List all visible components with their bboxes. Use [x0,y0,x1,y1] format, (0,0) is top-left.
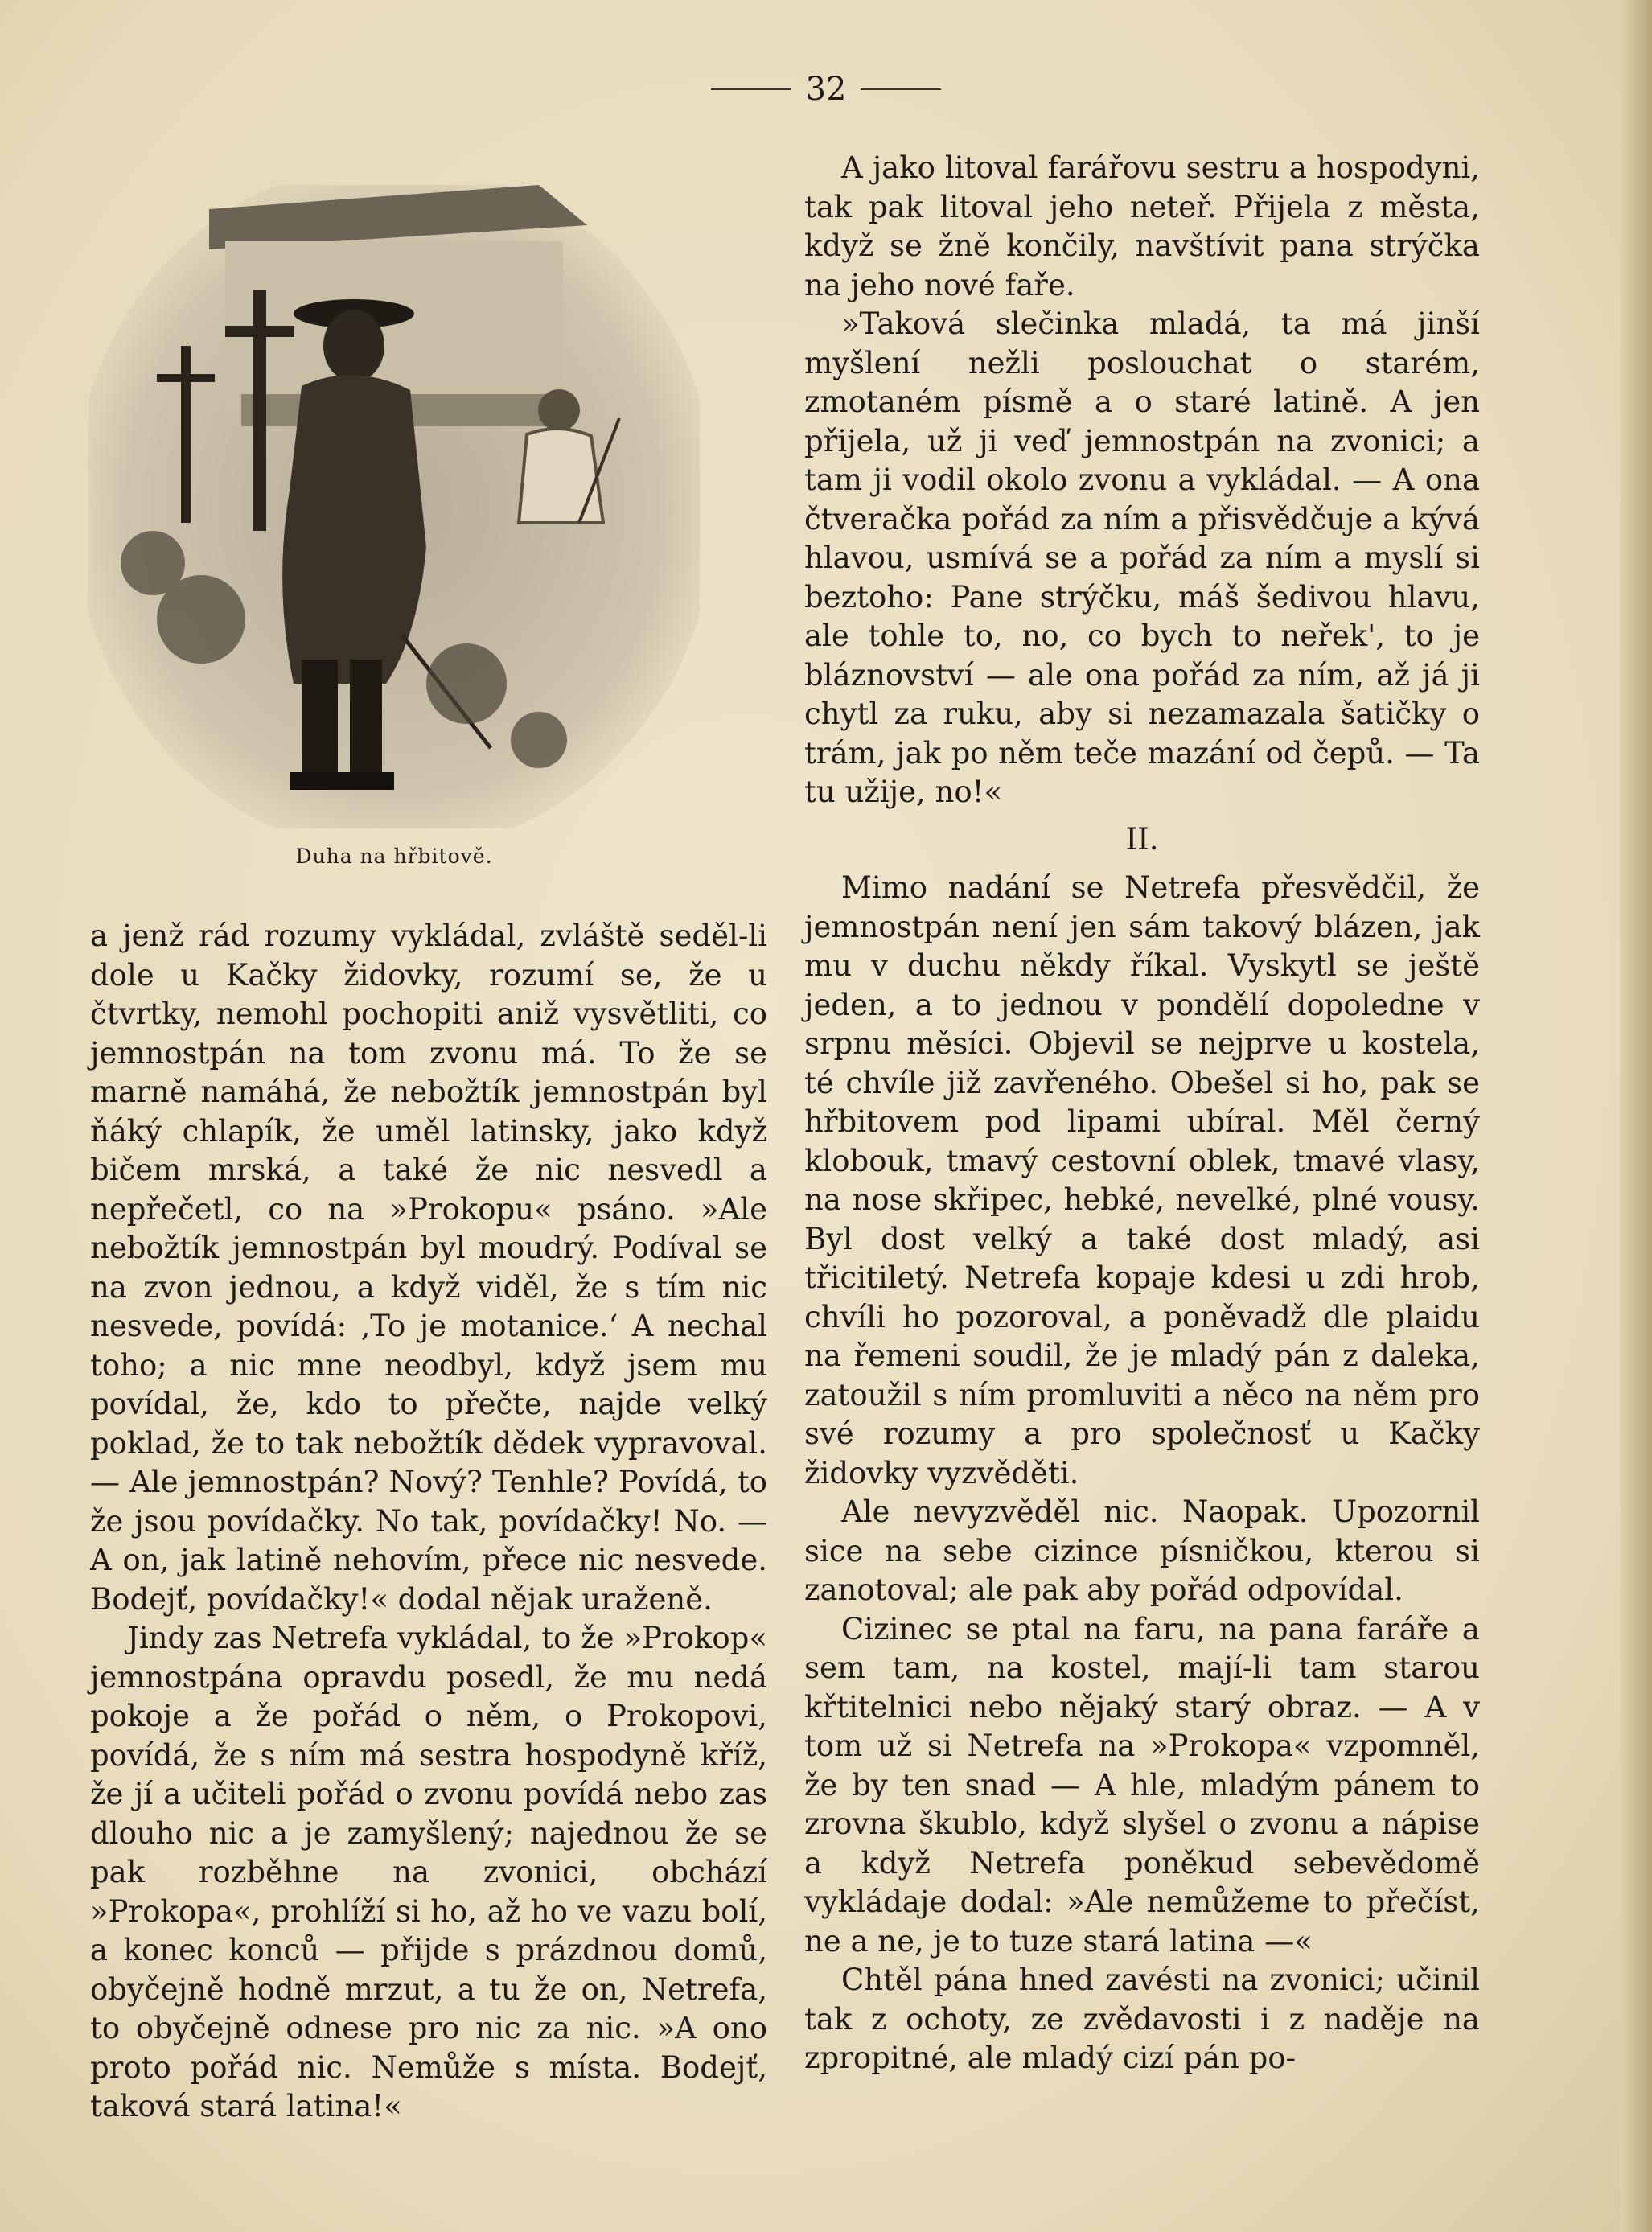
left-paragraph-2: Jindy zas Netrefa vykládal, to že »Prokop« jemnostpána opravdu posedl, že mu nedá pokoje a že pořád o něm, o Prokopovi, povídá, že s ním má sestra hospodyně kříž, že jí a učiteli pořád o zvonu povídá nebo zas dlouho nic a je zamyšlený; najednou že se pak rozběhne na zvonici, obchází »Prokopa«, prohlíží si ho, až ho ve vazu bolí, a konec konců — přijde s prázdnou domů, obyčejně hodně mrzut, a tu že on, Netrefa, to obyčejně odnese pro nic za nic. »A ono proto pořád nic. Nemůže s místa. Bodejť, taková stará latina!« [90,1621,767,2123]
page-edge [1620,0,1652,2232]
page-header [0,68,1652,111]
right-paragraph-3: Mimo nadání se Netrefa přesvědčil, že jemnostpán není jen sám takový blázen, jak mu v duchu někdy říkal. Vyskytl se ještě jeden, a to jednou v pondělí dopoledne v srpnu měsíci. Objevil se nejprve u kostela, té chvíle již zavřeného. Obešel si ho, pak se hřbitovem pod lipami ubíral. Měl černý klobouk, tmavý cestovní oblek, tmavé vlasy, na nose skřipec, hebké, nevelké, plné vousy. Byl dost velký a také dost mladý, asi třicitiletý. Netrefa kopaje kdesi u zdi hrob, chvíli ho pozoroval, a poněvadž dle plaidu na řemeni soudil, že je mladý pán z daleka, zatoužil s ním promluviti a něco na něm pro své rozumy a pro společnosť u Kačky židovky vyzvěděti. [804,870,1480,1490]
right-paragraph-1: A jako litoval farářovu sestru a hospodyni, tak pak litoval jeho neteř. Přijela z města, když se žně končily, navštívit pana strýčka na jeho nové faře. [804,150,1480,302]
right-paragraph-6: Chtěl pána hned zavésti na zvonici; učinil tak z ochoty, ze zvědavosti i z naděje na zpropitné, ale mladý cizí pán po- [804,1963,1480,2075]
left-paragraph-1: a jenž rád rozumy vykládal, zvláště seděl-li dole u Kačky židovky, rozumí se, že u čtvrtky, nemohl pochopiti aniž vysvětliti, co jemnostpán na tom zvonu má. To že se marně namáhá, že nebožtík jemnostpán byl ňáký chlapík, že uměl latinsky, jako když bičem mrská, a také že nic nesvedl a nepřečetl, co na »Prokopu« psáno. »Ale nebožtík jemnostpán byl moudrý. Podíval se na zvon jednou, a když viděl, že s tím nic nesvede, povídá: ‚To je motanice.‘ A nechal toho; a nic mne neodbyl, když jsem mu povídal, že, kdo to přečte, najde velký poklad, že to tak nebožtík dědek vypravoval. — Ale jemnostpán? Nový? Tenhle? Povídá, to že jsou povídačky. No tak, povídačky! No. — A on, jak latině nehovím, přece nic nesvede. Bodejť, povídačky!« dodal nějak uraženě. [90,919,767,1617]
header-rule-right [861,88,941,90]
right-paragraph-2: »Taková slečinka mladá, ta má jinší myšlení nežli poslouchat o starém, zmotaném písmě a o staré latině. A jen přijela, už ji veď jemnostpán na zvonici; a tam ji vodil okolo zvonu a vykládal. — A ona čtveračka pořád za ním a přisvědčuje a kývá hlavou, usmívá se a pořád za ním a myslí si beztoho: Pane strýčku, máš šedivou hlavu, ale tohle to, no, co bych to neřek', to je bláznovství — ale ona pořád za ním, až já ji chytl za ruku, aby si nezamazala šatičky o trám, jak po něm teče mazání od čepů. — Ta tu užije, no!« [804,306,1480,809]
right-column [804,149,1480,2078]
figure-caption: Duha na hřbitově. [295,845,493,868]
section-heading: II. [1125,821,1159,857]
right-paragraph-4: Ale nevyzvěděl nic. Naopak. Upozornil sice na sebe cizince písničkou, kterou si zanotoval; ale pak aby pořád odpovídal. [804,1494,1480,1607]
left-column [90,917,767,2127]
header-rule-left [711,88,791,90]
page-number: 32 [805,71,847,108]
figure [88,185,700,877]
cemetery-illustration-icon [88,185,700,828]
right-paragraph-5: Cizinec se ptal na faru, na pana faráře a sem tam, na kostel, mají-li tam starou křtitelnici nebo nějaký starý obraz. — A v tom už si Netrefa na »Prokopa« vzpomněl, že by ten snad — A hle, mladým pánem to zrovna škublo, když slyšel o zvonu a nápise a když Netrefa poněkud sebevědomě vykládaje dodal: »Ale nemůžeme to přečíst, ne a ne, je to tuze stará latina —« [804,1611,1480,1959]
